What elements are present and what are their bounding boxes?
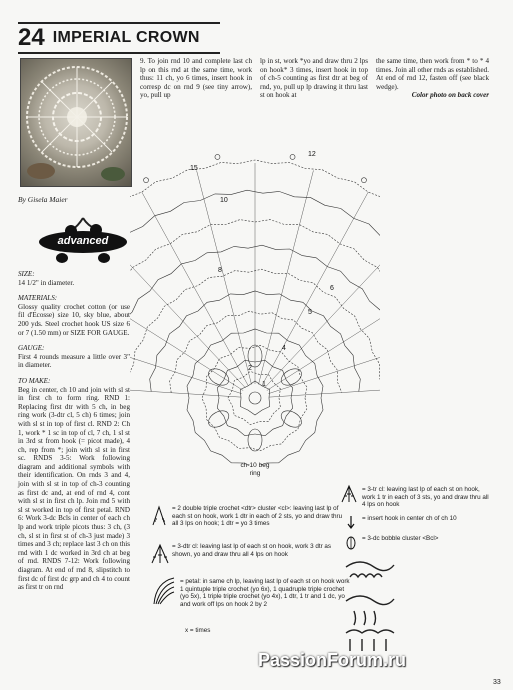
gauge-text: First 4 rounds measure a little over 3" in diameter. xyxy=(18,352,130,370)
skill-level-badge xyxy=(38,214,128,266)
instructions-column-4 xyxy=(376,57,489,100)
bobble-symbol-icon xyxy=(345,535,357,551)
round-number-label: 12 xyxy=(308,151,316,158)
instructions-column-2: 9. To join rnd 10 and complete last ch lp on this rnd at the same time, work thus: 11 ch, yo 6 times, insert hook in corresp dc on rnd 9 (see tiny arrow), yo, pull up xyxy=(140,57,252,100)
materials-text: Glossy quality crochet cotton (or use fil d'Ecosse) size 10, sky blue, about 200 yds. Steel crochet hook US size 6 or 7 (1.50 mm) or SIZE FOR GAUGE. xyxy=(18,302,130,337)
key-insert-hook: = insert hook in center ch of ch 10 xyxy=(345,515,485,531)
key-petal: = petal: in same ch lp, leaving last lp of each st on hook work 1 quintuple triple crochet (yo 6x), 1 quadruple triple crochet (yo 5x), 1 triple triple crochet (yo 4x), 1 dtr, 1 tr and 1 dc, yo and work off lps on hook 2 by 2 xyxy=(152,576,350,624)
crochet-chart-diagram xyxy=(130,140,380,465)
beg-ring-label: ch-10 beg ring xyxy=(240,462,270,477)
key-dtr-cluster: = 2 double triple crochet <dtr> cluster <cl>: leaving last lp of each st on hook, work 1 dtr in each of 2 sts, yo and draw thru all 3 lps on hook; 1 dtr = yo 3 times xyxy=(150,505,350,539)
size-heading: SIZE: xyxy=(18,270,35,278)
petal-symbol-icon xyxy=(152,576,178,606)
round-number-label: 5 xyxy=(308,309,312,316)
size-text: 14 1/2" in diameter. xyxy=(18,278,75,287)
gauge-heading: GAUGE: xyxy=(18,344,45,353)
instructions-column-4-text: the same time, then work from * to * 4 times. Join all other rnds as established. At end of rnd 12, fasten off (see black wedge). xyxy=(376,57,489,91)
round-number-label: 15 xyxy=(190,165,198,172)
color-photo-caption: Color photo on back cover xyxy=(411,91,489,100)
pattern-title: IMPERIAL CROWN xyxy=(52,29,200,46)
page-number: 33 xyxy=(493,679,501,686)
pattern-number: 24 xyxy=(18,24,45,51)
three-tr-symbol-icon xyxy=(340,484,358,504)
doily-photo xyxy=(20,58,132,187)
designer-byline: By Gisela Maier xyxy=(18,195,68,204)
to-make-heading: TO MAKE: xyxy=(18,376,51,385)
dtr-cluster-symbol-icon xyxy=(150,505,170,527)
key-times: x = times xyxy=(185,627,211,634)
site-watermark: PassionForum.ru xyxy=(258,650,407,670)
pattern-header xyxy=(18,22,220,54)
three-dtr-symbol-icon xyxy=(150,543,170,565)
stitch-illustrations xyxy=(340,555,400,655)
round-number-label: 10 xyxy=(220,197,228,204)
instructions-column-3: lp in st, work *yo and draw thru 2 lps on hook* 3 times, insert hook in top of ch-5 counting as first dtr at beg of rnd, yo, pull up lp drawing it thru last st on hook at xyxy=(260,57,368,100)
round-number-label: 1 xyxy=(262,381,266,388)
skill-level-label: advanced xyxy=(57,235,109,247)
instructions-left-column xyxy=(18,270,130,592)
key-3-dtr-cluster: = 3-dtr cl: leaving last lp of each st on hook, work 3 dtr as shown, yo and draw thru all 4 lps on hook xyxy=(150,543,350,573)
round-number-label: 8 xyxy=(218,267,222,274)
materials-heading: MATERIALS: xyxy=(18,294,58,303)
arrow-icon xyxy=(345,515,357,529)
round-number-label: 2 xyxy=(248,365,252,372)
key-bobble: = 3-dc bobble cluster <Bcl> xyxy=(345,535,485,551)
to-make-text: Beg in center, ch 10 and join with sl st in first ch to form ring. RND 1: Replacing first dtr with 5 ch, in beg ring work (3-dtr cl, 5 ch) 6 times; join with sl st in top of first cl. RND 2: Ch 1, work * 1 sc in top of cl, 7 ch, 1 sl st in 3rd st from hook (= picot made), 4 ch, rep from *; join with sl st in first sc. RNDS 3-5: Work following diagram and additional symbols with their identification. On rnds 3 and 4, join with sl st in top of ch-3 counting as first dc and, at end of rnd 4, cont with sl st in first ch lp. Join rnd 5 with sl st worked in top of first petal. RND 6: Work 3-dc Bcls in center of each ch lp and work triple picots thus: 3 ch, (3 ch, sl st in first st of ch-3 just made) 3 times and 3 ch; replace last 3 ch on this rnd with 1 dc worked in 3rd ch at beg of rnd. RNDS 7-12: Work following diagram. At end of rnd 8, slipstitch to first dc of first dc grp and ch 4 to count as first tr on rnd xyxy=(18,385,130,592)
round-number-label: 4 xyxy=(282,345,286,352)
key-3-tr-cluster: = 3-tr cl: leaving last lp of each st on hook, work 1 tr in each of 3 sts, yo and draw thru all 4 lps on hook xyxy=(340,484,490,514)
round-number-label: 6 xyxy=(330,285,334,292)
